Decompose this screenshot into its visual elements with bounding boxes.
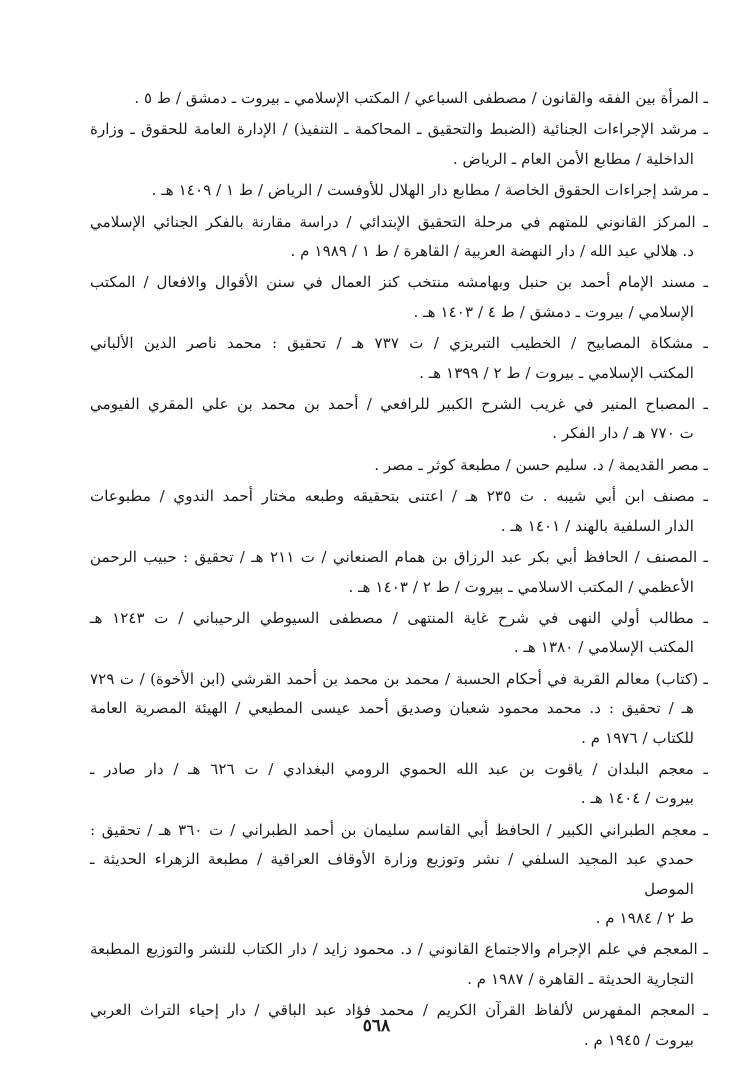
- bibliography-entry: [90, 665, 708, 753]
- entry-line: ـ المركز القانوني للمتهم في مرحلة التحقيق الإبتدائي / دراسة مقارنة بالفكر الجنائي الإسلامي: [90, 212, 708, 231]
- entry-line: ـ مصر القديمة / د. سليم حسن / مطبعة كوثر ـ مصر .: [374, 455, 708, 474]
- entry-line: المكتب الإسلامي / ١٣٨٠ هـ .: [513, 638, 694, 657]
- entry-line: ـ المعجم في علم الإجرام والاجتماع القانوني / د. محمود زايد / دار الكتاب للنشر والتوزيع المطبعة: [90, 940, 708, 959]
- entry-line: التجارية الحديثة ـ القاهرة / ١٩٨٧ م .: [467, 969, 694, 988]
- entry-line: بيروت / ١٤٠٤ هـ .: [580, 789, 694, 808]
- entry-line: بيروت / ١٩٤٥ م .: [583, 1030, 694, 1049]
- bibliography-entry: [90, 208, 708, 267]
- entry-line: حمدي عبد المجيد السلفي / نشر وتوزيع وزارة الأوقاف العراقية / مطبعة الزهراء الحديثة ـ الموصل: [90, 850, 694, 898]
- bibliography-entry: [90, 604, 708, 663]
- page-number: ٥٦٨: [362, 1016, 391, 1036]
- entry-line: ط ٢ / ١٩٨٤ م .: [595, 908, 694, 927]
- entry-line: ـ مسند الإمام أحمد بن حنبل وبهامشه منتخب كنز العمال في سنن الأقوال والافعال / المكتب: [90, 273, 708, 292]
- entry-line: ـ مصنف ابن أبي شيبه . ت ٢٣٥ هـ / اعتنى بتحقيقه وطبعه مختار أحمد الندوي / مطبوعات: [90, 487, 708, 506]
- bibliography-entry: [90, 451, 708, 480]
- bibliography-entry: [90, 115, 708, 174]
- entry-line: المكتب الإسلامي ـ بيروت / ط ٢ / ١٣٩٩ هـ .: [419, 363, 694, 382]
- entry-line: ـ مشكاة المصابيح / الخطيب التبريزي / ت ٧٣٧ هـ / تحقيق : محمد ناصر الدين الألباني: [90, 334, 708, 353]
- bibliography-entry: [90, 482, 708, 541]
- entry-line: د. هلالي عبد الله / دار النهضة العربية / القاهرة / ط ١ / ١٩٨٩ م .: [290, 242, 694, 261]
- bibliography-entry: [90, 543, 708, 602]
- bibliography-list: [90, 84, 708, 1057]
- bibliography-entry: [90, 816, 708, 934]
- bibliography-entry: [90, 390, 708, 449]
- entry-line: الإسلامي / بيروت ـ دمشق / ط ٤ / ١٤٠٣ هـ .: [413, 302, 694, 321]
- bibliography-entry: [90, 755, 708, 814]
- entry-line: ـ المرأة بين الفقه والقانون / مصطفى السباعي / المكتب الإسلامي ـ بيروت ـ دمشق / ط ٥ .: [134, 89, 708, 107]
- bibliography-entry: [90, 329, 708, 388]
- bibliography-entry: [90, 268, 708, 327]
- entry-line: الداخلية / مطابع الأمن العام ـ الرياض .: [452, 149, 694, 168]
- bibliography-entry: [90, 176, 708, 205]
- entry-line: ت ٧٧٠ هـ / دار الفكر .: [552, 424, 694, 443]
- entry-line: ـ مرشد إجراءات الحقوق الخاصة / مطابع دار الهلال للأوفست / الرياض / ط ١ / ١٤٠٩ هـ .: [151, 181, 708, 200]
- bibliography-entry: [90, 84, 708, 113]
- entry-line: ـ مرشد الإجراءات الجنائية (الضبط والتحقيق ـ المحاكمة ـ التنفيذ) / الإدارة العامة للحقوق ـ وزارة: [90, 120, 708, 139]
- entry-line: ـ المصنف / الحافظ أبي بكر عبد الرزاق بن همام الصنعاني / ت ٢١١ هـ / تحقيق : حبيب الرحمن: [90, 548, 708, 567]
- entry-line: الأعظمي / المكتب الاسلامي ـ بيروت / ط ٢ / ١٤٠٣ هـ .: [348, 577, 694, 596]
- entry-line: الدار السلفية بالهند / ١٤٠١ هـ .: [500, 516, 694, 535]
- entry-line: ـ المعجم المفهرس لألفاظ القرآن الكريم / محمد فؤاد عبد الباقي / دار إحياء التراث العربي: [90, 1001, 708, 1020]
- entry-line: للكتاب / ١٩٧٦ م .: [581, 728, 694, 747]
- entry-line: ـ مطالب أولي النهى في شرح غاية المنتهى / مصطفى السيوطي الرحيباني / ت ١٢٤٣ هـ: [90, 608, 708, 627]
- entry-line: ـ (كتاب) معالم القربة في أحكام الحسبة / محمد بن محمد بن أحمد القرشي (ابن الأخوة) / ت ٧٢٩: [90, 669, 708, 688]
- entry-line: هـ / تحقيق : د. محمد محمود شعبان وصديق أحمد عيسى المطيعي / الهيئة المصرية العامة: [90, 699, 694, 718]
- entry-line: ـ معجم البلدان / ياقوت بن عبد الله الحموي الرومي البغدادي / ت ٦٢٦ هـ / دار صادر ـ: [90, 759, 708, 778]
- entry-line: ـ المصباح المنير في غريب الشرح الكبير للرافعي / أحمد بن محمد بن علي المقري الفيومي: [90, 395, 708, 414]
- entry-line: ـ معجم الطبراني الكبير / الحافظ أبي القاسم سليمان بن أحمد الطبراني / ت ٣٦٠ هـ / تحقيق :: [90, 820, 708, 839]
- bibliography-entry: [90, 935, 708, 994]
